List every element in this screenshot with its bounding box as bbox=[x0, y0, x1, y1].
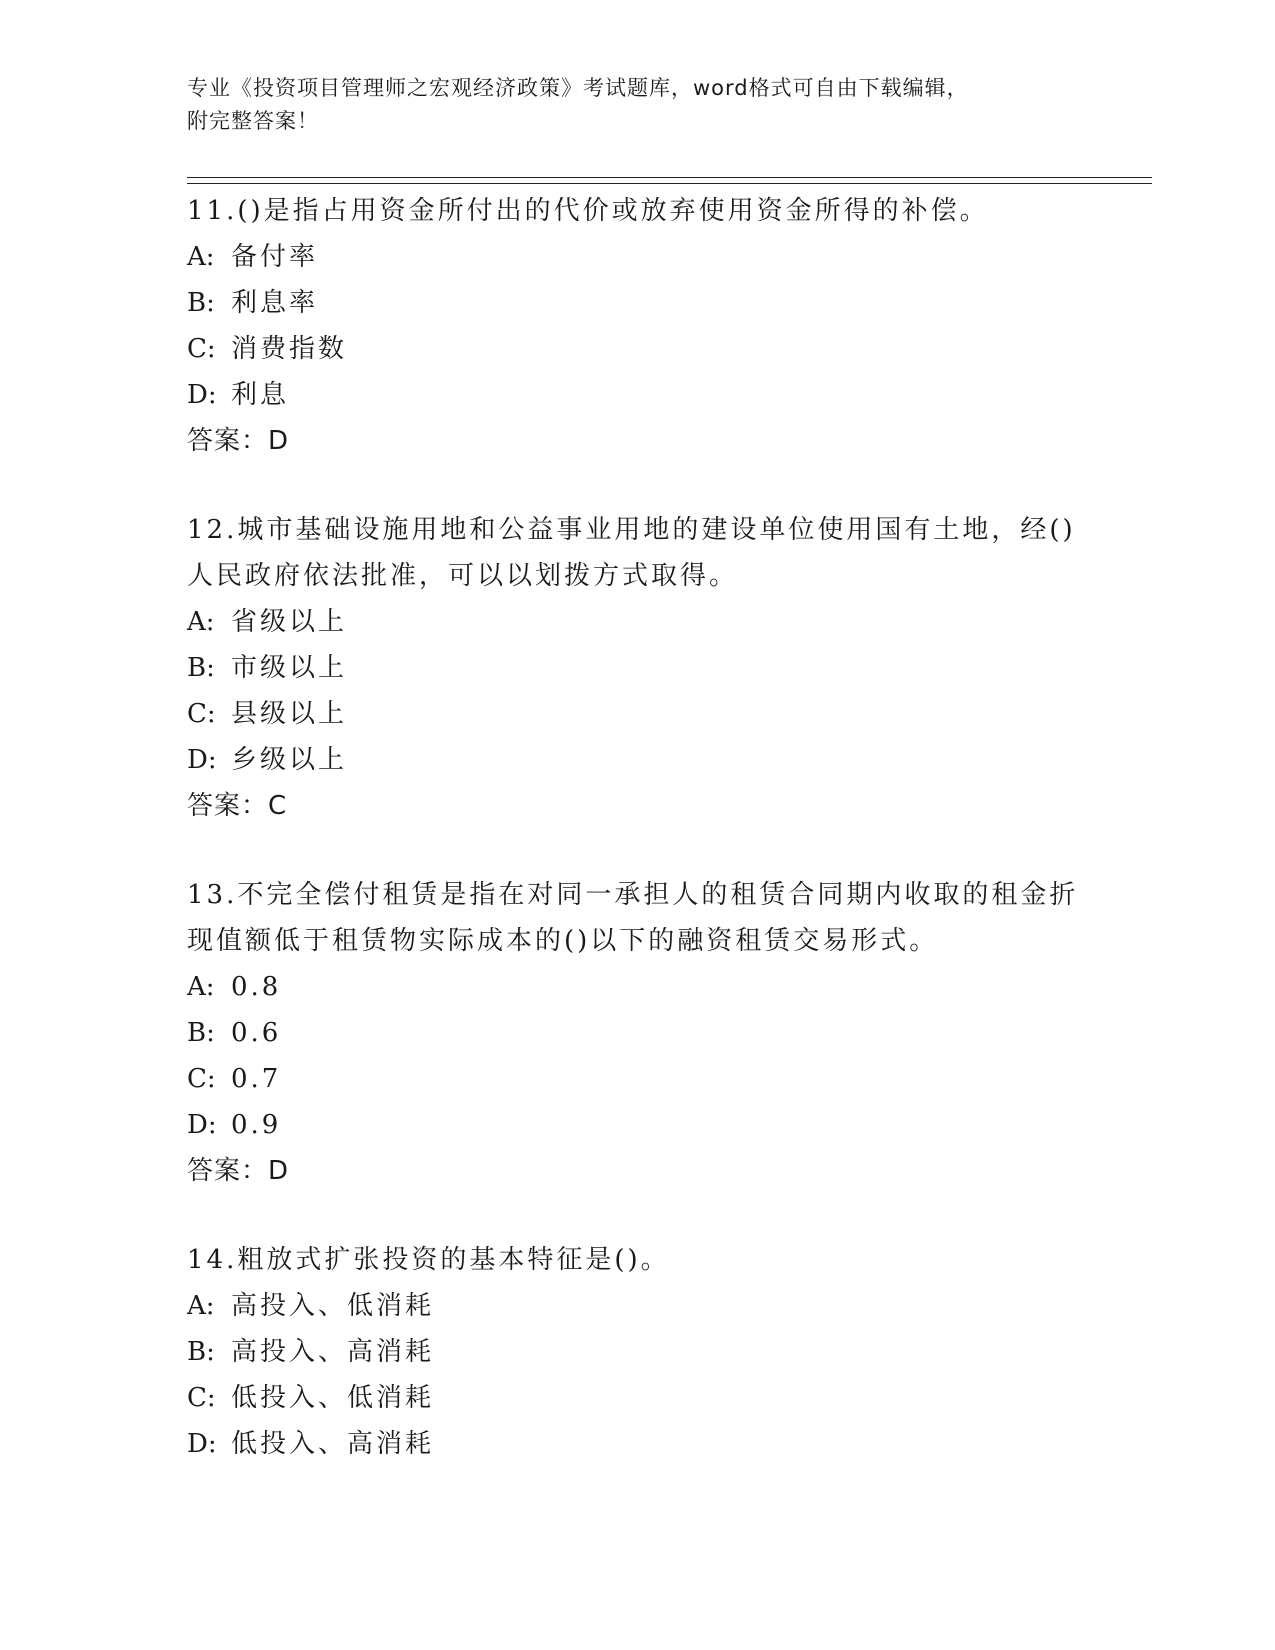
option-text: 省级以上 bbox=[231, 607, 348, 637]
option-text: 0.8 bbox=[231, 972, 282, 1002]
option-a bbox=[187, 1283, 1107, 1329]
option-d bbox=[187, 1421, 1107, 1467]
header-line-2: 附完整答案！ bbox=[187, 109, 319, 133]
question-11 bbox=[187, 188, 1107, 464]
option-letter: D: bbox=[187, 1429, 217, 1459]
option-a bbox=[187, 234, 1107, 280]
option-letter: D: bbox=[187, 1110, 217, 1140]
option-letter: C: bbox=[187, 699, 216, 729]
option-a bbox=[187, 599, 1107, 645]
answer: 答案：D bbox=[187, 1156, 290, 1186]
option-b bbox=[187, 1329, 1107, 1375]
option-letter: B: bbox=[187, 653, 215, 683]
option-c bbox=[187, 326, 1107, 372]
option-b bbox=[187, 280, 1107, 326]
document-header bbox=[187, 72, 1107, 138]
question-text-line: 13.不完全偿付租赁是指在对同一承担人的租赁合同期内收取的租金折 bbox=[187, 880, 1079, 910]
option-letter: A: bbox=[187, 1291, 215, 1321]
option-c bbox=[187, 1056, 1107, 1102]
option-text: 0.6 bbox=[231, 1018, 282, 1048]
option-letter: C: bbox=[187, 1383, 216, 1413]
option-b bbox=[187, 1010, 1107, 1056]
option-letter: D: bbox=[187, 380, 217, 410]
option-letter: C: bbox=[187, 1064, 216, 1094]
question-text-line: 12.城市基础设施用地和公益事业用地的建设单位使用国有土地，经() bbox=[187, 515, 1076, 545]
option-c bbox=[187, 691, 1107, 737]
option-text: 高投入、高消耗 bbox=[231, 1337, 435, 1367]
option-c bbox=[187, 1375, 1107, 1421]
header-divider-top bbox=[187, 177, 1152, 178]
option-text: 市级以上 bbox=[231, 653, 348, 683]
option-text: 低投入、高消耗 bbox=[231, 1429, 435, 1459]
option-text: 利息率 bbox=[231, 288, 319, 318]
question-14 bbox=[187, 1237, 1107, 1467]
option-letter: B: bbox=[187, 288, 215, 318]
question-text-line: 现值额低于租赁物实际成本的()以下的融资租赁交易形式。 bbox=[187, 926, 939, 956]
option-text: 备付率 bbox=[231, 242, 319, 272]
question-12 bbox=[187, 507, 1107, 829]
option-d bbox=[187, 372, 1107, 418]
header-line-1: 专业《投资项目管理师之宏观经济政策》考试题库，word格式可自由下载编辑， bbox=[187, 76, 969, 100]
option-a bbox=[187, 964, 1107, 1010]
option-text: 利息 bbox=[231, 380, 290, 410]
option-text: 消费指数 bbox=[231, 334, 348, 364]
option-letter: A: bbox=[187, 242, 215, 272]
option-letter: D: bbox=[187, 745, 217, 775]
question-text-line: 人民政府依法批准，可以以划拨方式取得。 bbox=[187, 561, 739, 591]
option-letter: A: bbox=[187, 607, 215, 637]
option-d bbox=[187, 1102, 1107, 1148]
option-text: 0.9 bbox=[231, 1110, 282, 1140]
option-d bbox=[187, 737, 1107, 783]
option-text: 县级以上 bbox=[231, 699, 348, 729]
option-text: 低投入、低消耗 bbox=[231, 1383, 435, 1413]
question-13 bbox=[187, 872, 1107, 1194]
option-text: 高投入、低消耗 bbox=[231, 1291, 435, 1321]
question-text-line: 11.()是指占用资金所付出的代价或放弃使用资金所得的补偿。 bbox=[187, 196, 989, 226]
question-list bbox=[187, 188, 1107, 1510]
option-b bbox=[187, 645, 1107, 691]
answer: 答案：D bbox=[187, 426, 290, 456]
option-letter: B: bbox=[187, 1337, 215, 1367]
answer: 答案：C bbox=[187, 791, 288, 821]
header-divider-bottom bbox=[187, 183, 1152, 184]
option-letter: A: bbox=[187, 972, 215, 1002]
option-letter: C: bbox=[187, 334, 216, 364]
question-text-line: 14.粗放式扩张投资的基本特征是()。 bbox=[187, 1245, 670, 1275]
option-text: 乡级以上 bbox=[231, 745, 348, 775]
option-letter: B: bbox=[187, 1018, 215, 1048]
option-text: 0.7 bbox=[231, 1064, 282, 1094]
